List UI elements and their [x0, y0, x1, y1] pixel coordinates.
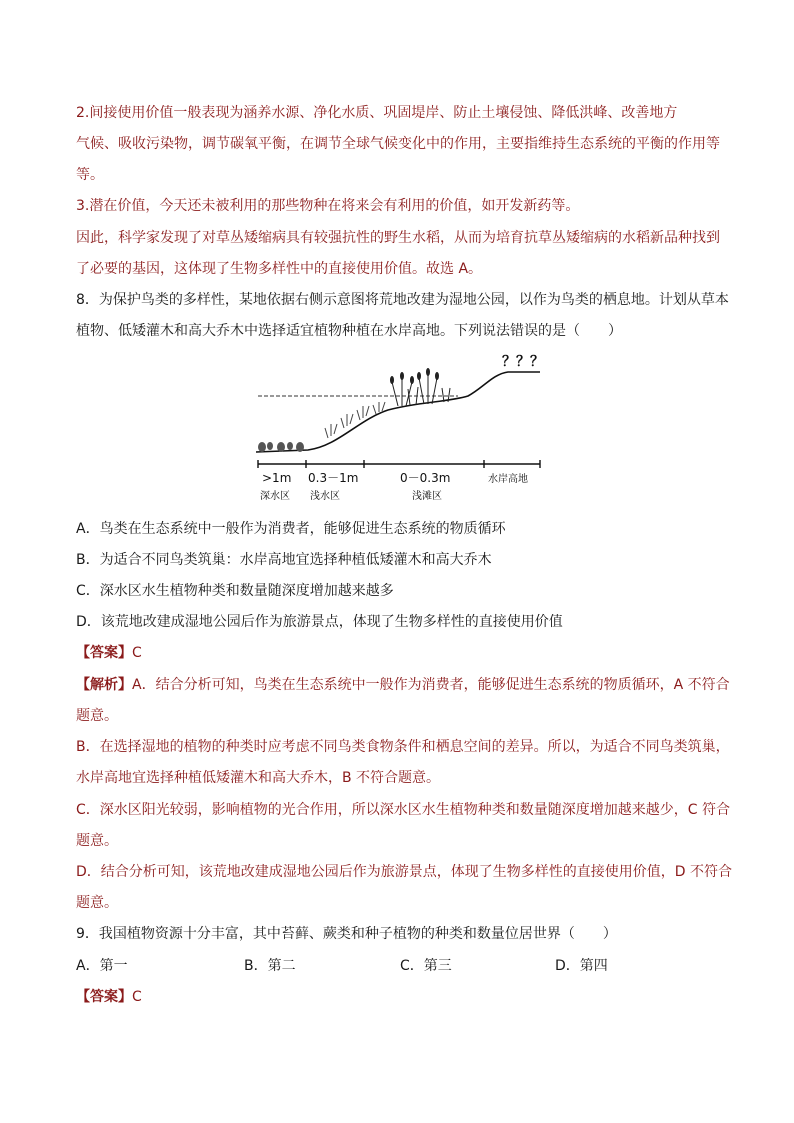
analysis-line: D．结合分析可知，该荒地改建成湿地公园后作为旅游景点，体现了生物多样性的直接使用价值，D 不符合: [76, 864, 733, 880]
option-d: D．第四: [555, 958, 608, 974]
question-8-stem: 8．为保护鸟类的多样性，某地依据右侧示意图将荒地改建为湿地公园，以作为鸟类的栖息地。计划从草本: [76, 292, 729, 308]
analysis-line: 题意。: [76, 895, 118, 911]
analysis-line: 题意。: [76, 708, 118, 724]
zone-label: 浅滩区: [412, 491, 442, 502]
answer-tag: 【答案】: [76, 989, 132, 1005]
text-line: 因此，科学家发现了对草丛矮缩病具有较强抗性的野生水稻，从而为培育抗草丛矮缩病的水稻新品种找到: [76, 230, 720, 246]
text-line: 了必要的基因，这体现了生物多样性中的直接使用价值。故选 A。: [76, 261, 483, 277]
option-b: B．第二: [244, 958, 296, 974]
text-line: 气候、吸收污染物，调节碳氧平衡，在调节全球气候变化中的作用，主要指维持生态系统的平衡的作用等: [76, 136, 720, 152]
option-d: D．该荒地改建成湿地公园后作为旅游景点，体现了生物多样性的直接使用价值: [76, 614, 563, 630]
depth-label: 0－0.3m: [400, 471, 451, 485]
question-marks: ？？？: [502, 354, 544, 370]
text-line: 3.潜在价值，今天还未被利用的那些物种在将来会有利用的价值，如开发新药等。: [76, 198, 580, 214]
analysis-line: B．在选择湿地的植物的种类时应考虑不同鸟类食物条件和栖息空间的差异。所以，为适合不同鸟类筑巢，: [76, 739, 730, 755]
question-8-stem: 植物、低矮灌木和高大乔木中选择适宜植物种植在水岸高地。下列说法错误的是（ ）: [76, 323, 622, 339]
analysis-line: 水岸高地宜选择种植低矮灌木和高大乔木，B 不符合题意。: [76, 770, 441, 786]
reed-heads: [390, 368, 439, 384]
answer-value: C: [132, 645, 142, 661]
shallow-water-grass: [325, 402, 385, 438]
option-a: A．鸟类在生态系统中一般作为消费者，能够促进生态系统的物质循环: [76, 521, 506, 537]
terrain-profile: [256, 372, 540, 452]
analysis-line: 题意。: [76, 833, 118, 849]
analysis-line: C．深水区阳光较弱，影响植物的光合作用，所以深水区水生植物种类和数量随深度增加越来越少，C 符合: [76, 802, 730, 818]
analysis-text: A．结合分析可知，鸟类在生态系统中一般作为消费者，能够促进生态系统的物质循环，A 不符合: [132, 677, 730, 693]
zone-label: 深水区: [260, 491, 290, 502]
answer-line: [76, 987, 142, 1007]
upland-label: 水岸高地: [488, 474, 528, 485]
option-c: C．第三: [400, 958, 452, 974]
answer-line: [76, 643, 142, 663]
analysis-tag: 【解析】: [76, 677, 132, 693]
zone-label: 浅水区: [310, 491, 340, 502]
option-c: C．深水区水生植物种类和数量随深度增加越来越多: [76, 583, 394, 599]
question-9-stem: 9．我国植物资源十分丰富，其中苔藓、蕨类和种子植物的种类和数量位居世界（ ）: [76, 926, 617, 942]
answer-tag: 【答案】: [76, 645, 132, 661]
text-line: 等。: [76, 167, 104, 183]
depth-label: >1m: [262, 471, 292, 485]
depth-label: 0.3－1m: [308, 471, 359, 485]
analysis-line: [76, 675, 730, 695]
text-line: 2.间接使用价值一般表现为涵养水源、净化水质、巩固堤岸、防止土壤侵蚀、降低洪峰、改善地方: [76, 105, 678, 121]
wetland-cross-section-diagram: [248, 350, 548, 510]
option-a: A．第一: [76, 958, 128, 974]
option-b: B．为适合不同鸟类筑巢：水岸高地宜选择种植低矮灌木和高大乔木: [76, 552, 492, 568]
answer-value: C: [132, 989, 142, 1005]
